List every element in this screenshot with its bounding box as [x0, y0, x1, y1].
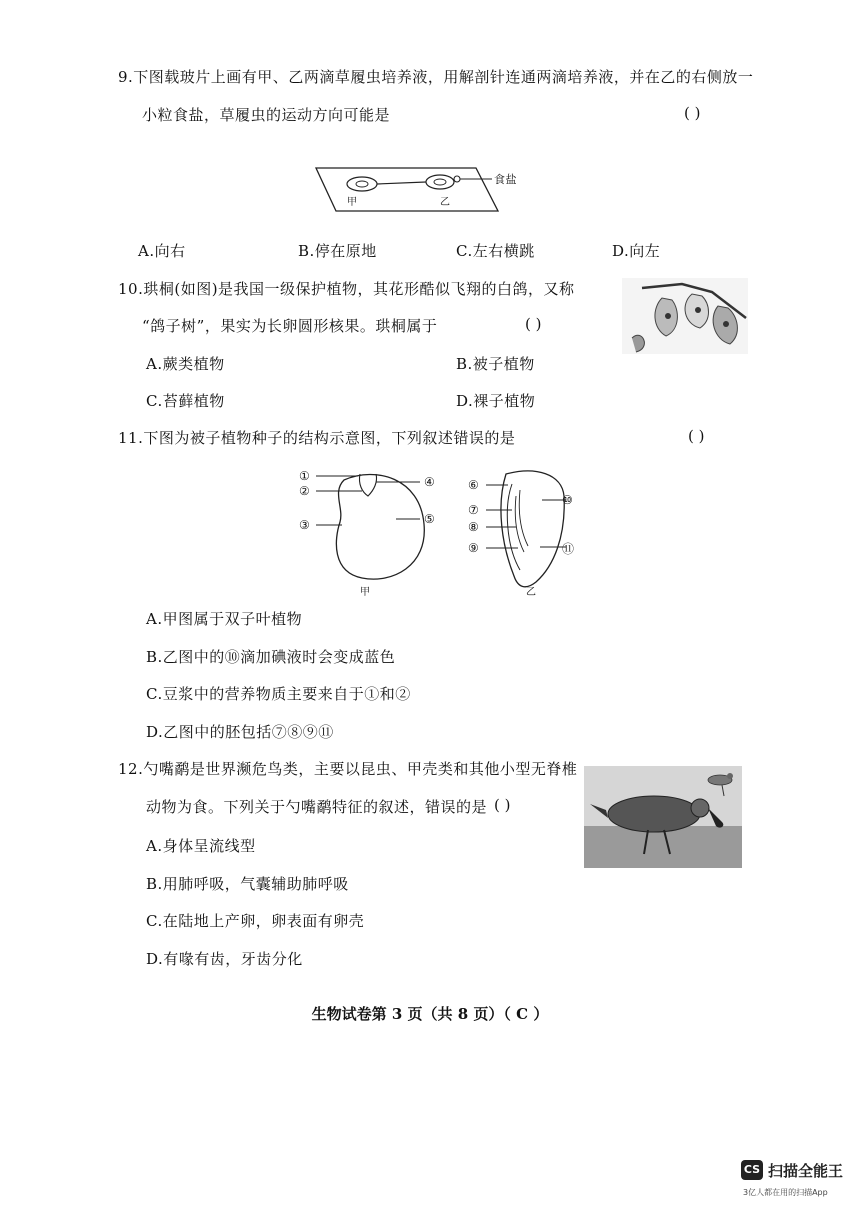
- q12-answer-paren: ( ): [494, 796, 511, 814]
- watermark-slogan: 3亿人都在用的扫描App: [743, 1188, 828, 1197]
- bean-mark-3: ③: [299, 518, 311, 532]
- spoon-billed-sandpiper-photo: [584, 766, 742, 868]
- corn-label-yi: 乙: [526, 587, 537, 598]
- q12-option-c: C.在陆地上产卵，卵表面有卵壳: [146, 912, 365, 930]
- q11-stem: 11.下图为被子植物种子的结构示意图，下列叙述错误的是: [118, 429, 516, 447]
- corn-mark-11: ⑪: [562, 542, 575, 556]
- camscanner-logo-icon: CS: [741, 1160, 763, 1180]
- q11-option-b: B.乙图中的⑩滴加碘液时会变成蓝色: [146, 648, 396, 666]
- q10-option-d: D.裸子植物: [456, 392, 536, 410]
- q10-stem-line2: “鸽子树”，果实为长卵圆形核果。珙桐属于: [142, 317, 438, 335]
- q11-option-d: D.乙图中的胚包括⑦⑧⑨⑪: [146, 723, 334, 741]
- q12-option-b: B.用肺呼吸，气囊辅助肺呼吸: [146, 875, 349, 893]
- q12-stem-line2: 动物为食。下列关于勺嘴鹬特征的叙述，错误的是: [146, 798, 488, 816]
- corn-seed-diagram: [466, 466, 586, 596]
- watermark-app-name: 扫描全能王: [768, 1162, 844, 1180]
- q12-option-a: A.身体呈流线型: [146, 837, 256, 855]
- q9-option-a: A.向右: [138, 242, 186, 260]
- q12-option-d: D.有喙有齿，牙齿分化: [146, 950, 303, 968]
- q9-option-b: B.停在原地: [298, 242, 377, 260]
- q9-label-yi: 乙: [440, 197, 451, 208]
- q9-answer-paren: ( ): [684, 104, 701, 122]
- bean-mark-2: ②: [299, 484, 311, 498]
- q11-option-a: A.甲图属于双子叶植物: [146, 610, 303, 628]
- bean-mark-4: ④: [424, 475, 436, 489]
- dove-tree-photo: [622, 278, 748, 354]
- q10-option-c: C.苔藓植物: [146, 392, 225, 410]
- q9-label-jia: 甲: [347, 197, 358, 208]
- bean-mark-5: ⑤: [424, 512, 436, 526]
- q9-slide-diagram: [316, 163, 516, 223]
- bean-label-jia: 甲: [360, 587, 371, 598]
- q10-option-b: B.被子植物: [456, 355, 535, 373]
- q10-option-a: A.蕨类植物: [146, 355, 225, 373]
- bean-mark-1: ①: [299, 469, 311, 483]
- corn-mark-7: ⑦: [468, 503, 480, 517]
- q11-option-c: C.豆浆中的营养物质主要来自于①和②: [146, 685, 411, 703]
- q10-answer-paren: ( ): [525, 315, 542, 333]
- q9-option-d: D.向左: [612, 242, 661, 260]
- corn-mark-8: ⑧: [468, 520, 480, 534]
- page-footer: 生物试卷第 3 页（共 8 页）（ C ）: [311, 1005, 549, 1023]
- q9-option-c: C.左右横跳: [456, 242, 535, 260]
- q9-stem-line2: 小粒食盐，草履虫的运动方向可能是: [142, 106, 391, 124]
- q9-stem-line1: 9.下图载玻片上画有甲、乙两滴草履虫培养液，用解剖针连通两滴培养液，并在乙的右侧放一: [118, 68, 754, 86]
- corn-mark-6: ⑥: [468, 478, 480, 492]
- q12-stem-line1: 12.勺嘴鹬是世界濒危鸟类，主要以昆虫、甲壳类和其他小型无脊椎: [118, 760, 578, 778]
- q11-answer-paren: ( ): [688, 427, 705, 445]
- corn-mark-9: ⑨: [468, 541, 480, 555]
- corn-mark-10: ⑩: [562, 493, 574, 507]
- q10-stem-line1: 10.珙桐(如图)是我国一级保护植物，其花形酷似飞翔的白鸽，又称: [118, 280, 575, 298]
- q9-label-salt: 食盐: [494, 173, 517, 186]
